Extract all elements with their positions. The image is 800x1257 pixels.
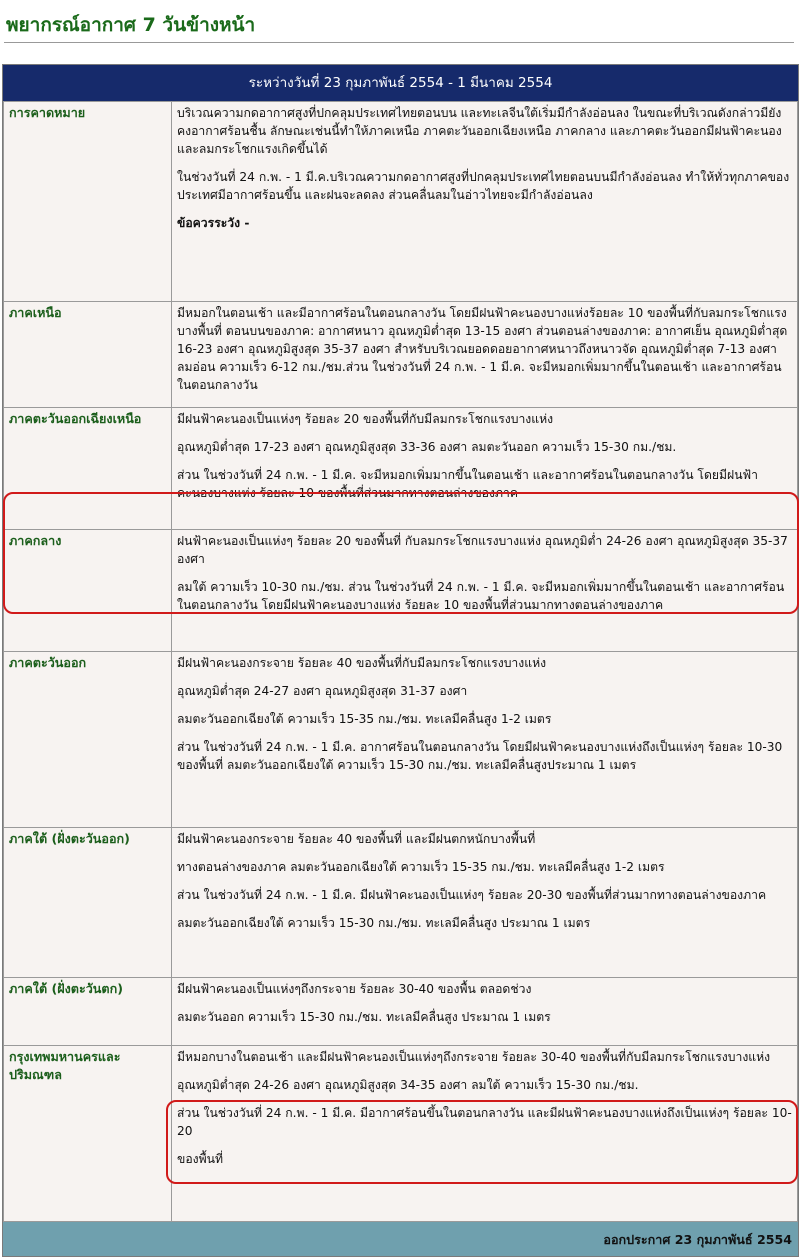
period-banner: ระหว่างวันที่ 23 กุมภาพันธ์ 2554 - 1 มีนาคม 2554 — [3, 65, 798, 101]
region-label: การคาดหมาย — [4, 102, 172, 302]
region-label: ภาคใต้ (ฝั่งตะวันออก) — [4, 828, 172, 978]
forecast-text — [172, 408, 798, 530]
forecast-table-container — [2, 64, 799, 1257]
forecast-paragraph: มีฝนฟ้าคะนองเป็นแห่งๆ ร้อยละ 20 ของพื้นที่กับมีลมกระโชกแรงบางแห่ง — [177, 412, 554, 426]
table-row — [4, 530, 798, 652]
region-label: กรุงเทพมหานครและปริมณฑล — [4, 1046, 172, 1222]
forecast-paragraph: มีฝนฟ้าคะนองเป็นแห่งๆถึงกระจาย ร้อยละ 30-40 ของพื้น ตลอดช่วง — [177, 982, 532, 996]
forecast-text — [172, 1046, 798, 1222]
forecast-paragraph: อุณหภูมิต่ำสุด 24-26 องศา อุณหภูมิสูงสุด 34-35 องศา ลมใต้ ความเร็ว 15-30 กม./ชม. — [177, 1078, 639, 1092]
forecast-paragraph: มีฝนฟ้าคะนองกระจาย ร้อยละ 40 ของพื้นที่กับมีลมกระโชกแรงบางแห่ง — [177, 656, 547, 670]
forecast-paragraph: ลมตะวันออก ความเร็ว 15-30 กม./ชม. ทะเลมีคลื่นสูง ประมาณ 1 เมตร — [177, 1010, 551, 1024]
region-label: ภาคเหนือ — [4, 302, 172, 408]
forecast-paragraph: ฝนฟ้าคะนองเป็นแห่งๆ ร้อยละ 20 ของพื้นที่ กับลมกระโชกแรงบางแห่ง อุณหภูมิต่ำ 24-26 องศา อุณหภูมิสูงสุด 35-37 องศา — [177, 534, 788, 566]
forecast-text — [172, 652, 798, 828]
table-row — [4, 652, 798, 828]
forecast-table — [3, 101, 798, 1222]
table-row — [4, 1046, 798, 1222]
forecast-paragraph: มีหมอกบางในตอนเช้า และมีฝนฟ้าคะนองเป็นแห่งๆถึงกระจาย ร้อยละ 30-40 ของพื้นที่กับมีลมกระโชกแรงบางแห่ง — [177, 1050, 771, 1064]
table-row — [4, 828, 798, 978]
forecast-text — [172, 828, 798, 978]
page-title: พยากรณ์อากาศ 7 วันข้างหน้า — [6, 14, 256, 36]
region-label: ภาคใต้ (ฝั่งตะวันตก) — [4, 978, 172, 1046]
table-row — [4, 408, 798, 530]
forecast-text — [172, 978, 798, 1046]
forecast-paragraph: ส่วน ในช่วงวันที่ 24 ก.พ. - 1 มี.ค. จะมีหมอกเพิ่มมากขึ้นในตอนเช้า และอากาศร้อนในตอนกลางวัน โดยมีฝนฟ้าคะนองบางแห่ง ร้อยละ 10 ของพื้นที่ส่วนมากทางตอนล่างของภาค — [177, 468, 758, 500]
table-row — [4, 978, 798, 1046]
forecast-paragraph: ลมตะวันออกเฉียงใต้ ความเร็ว 15-35 กม./ชม. ทะเลมีคลื่นสูง 1-2 เมตร — [177, 712, 552, 726]
region-label: ภาคตะวันออก — [4, 652, 172, 828]
table-row — [4, 102, 798, 302]
forecast-text — [172, 530, 798, 652]
issue-date: ออกประกาศ 23 กุมภาพันธ์ 2554 — [603, 1232, 792, 1247]
forecast-paragraph: ส่วน ในช่วงวันที่ 24 ก.พ. - 1 มี.ค. มีอากาศร้อนขึ้นในตอนกลางวัน และมีฝนฟ้าคะนองบางแห่งถึงเป็นแห่งๆ ร้อยละ 10-20 — [177, 1106, 792, 1138]
issue-footer — [3, 1222, 798, 1256]
forecast-paragraph: ลมใต้ ความเร็ว 10-30 กม./ชม. ส่วน ในช่วงวันที่ 24 ก.พ. - 1 มี.ค. จะมีหมอกเพิ่มมากขึ้นในตอนเช้า และอากาศร้อนในตอนกลางวัน โดยมีฝนฟ้าคะนองบางแห่ง ร้อยละ 10 ของพื้นที่ส่วนมากทางตอนล่างของภาค — [177, 580, 785, 612]
forecast-paragraph: ส่วน ในช่วงวันที่ 24 ก.พ. - 1 มี.ค. มีฝนฟ้าคะนองเป็นแห่งๆ ร้อยละ 20-30 ของพื้นที่ส่วนมากทางตอนล่างของภาค — [177, 888, 767, 902]
forecast-paragraph: มีฝนฟ้าคะนองกระจาย ร้อยละ 40 ของพื้นที่ และมีฝนตกหนักบางพื้นที่ — [177, 832, 536, 846]
forecast-paragraph: ของพื้นที่ — [177, 1152, 224, 1166]
region-label: ภาคกลาง — [4, 530, 172, 652]
forecast-paragraph: บริเวณความกดอากาศสูงที่ปกคลุมประเทศไทยตอนบน และทะเลจีนใต้เริ่มมีกำลังอ่อนลง ในขณะที่บริเวณดังกล่าวมียังคงอากาศร้อนชื้น ลักษณะเช่นนี้ทำให้ภาคเหนือ ภาคตะวันออกเฉียงเหนือ ภาคกลาง และภาคตะวันออกมีฝนฟ้าคะนอง และลมกระโชกแรงเกิดขึ้นได้ — [177, 106, 782, 156]
forecast-text — [172, 102, 798, 302]
forecast-paragraph: อุณหภูมิต่ำสุด 17-23 องศา อุณหภูมิสูงสุด 33-36 องศา ลมตะวันออก ความเร็ว 15-30 กม./ชม. — [177, 440, 677, 454]
forecast-paragraph: ลมตะวันออกเฉียงใต้ ความเร็ว 15-30 กม./ชม. ทะเลมีคลื่นสูง ประมาณ 1 เมตร — [177, 916, 591, 930]
region-label: ภาคตะวันออกเฉียงเหนือ — [4, 408, 172, 530]
forecast-paragraph: ส่วน ในช่วงวันที่ 24 ก.พ. - 1 มี.ค. อากาศร้อนในตอนกลางวัน โดยมีฝนฟ้าคะนองบางแห่งถึงเป็นแห่งๆ ร้อยละ 10-30 ของพื้นที่ ลมตะวันออกเฉียงใต้ ความเร็ว 15-30 กม./ชม. ทะเลมีคลื่นสูงประมาณ 1 เมตร — [177, 740, 783, 772]
forecast-text — [172, 302, 798, 408]
table-row — [4, 302, 798, 408]
forecast-paragraph: มีหมอกในตอนเช้า และมีอากาศร้อนในตอนกลางวัน โดยมีฝนฟ้าคะนองบางแห่งร้อยละ 10 ของพื้นที่กับลมกระโชกแรงบางพื้นที่ ตอนบนของภาค: อากาศหนาว อุณหภูมิต่ำสุด 13-15 องศา ส่วนตอนล่างของภาค: อากาศเย็น อุณหภูมิต่ำสุด 16-23 องศา อุณหภูมิสูงสุด 35-37 องศา สำหรับบริเวณยอดดอยอากาศหนาวถึงหนาวจัด อุณหภูมิต่ำสุด 7-13 องศา ลมอ่อน ความเร็ว 6-12 กม./ชม.ส่วน ในช่วงวันที่ 24 ก.พ. - 1 มี.ค. จะมีหมอกเพิ่มมากขึ้นในตอนเช้า และอากาศร้อนในตอนกลางวัน — [177, 306, 788, 392]
title-divider — [4, 42, 794, 43]
forecast-paragraph: อุณหภูมิต่ำสุด 24-27 องศา อุณหภูมิสูงสุด 31-37 องศา — [177, 684, 468, 698]
forecast-paragraph: ในช่วงวันที่ 24 ก.พ. - 1 มี.ค.บริเวณความกดอากาศสูงที่ปกคลุมประเทศไทยตอนบนมีกำลังอ่อนลง ทำให้ทั่วทุกภาคของประเทศมีอากาศร้อนขึ้น และฝนจะลดลง ส่วนคลื่นลมในอ่าวไทยจะมีกำลังอ่อนลง — [177, 170, 790, 202]
forecast-paragraph: ทางตอนล่างของภาค ลมตะวันออกเฉียงใต้ ความเร็ว 15-35 กม./ชม. ทะเลมีคลื่นสูง 1-2 เมตร — [177, 860, 665, 874]
caution-note: ข้อควรระวัง - — [177, 216, 250, 230]
